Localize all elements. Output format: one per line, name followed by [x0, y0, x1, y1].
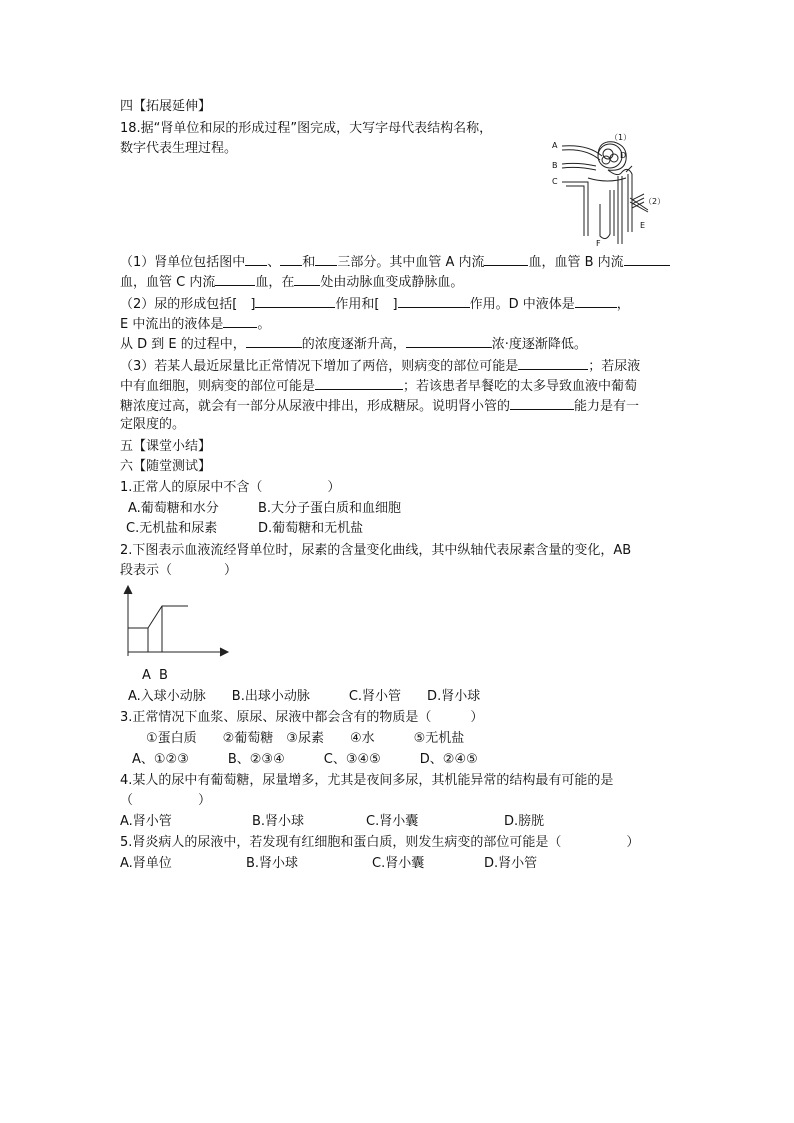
t1-option-b[interactable]: B.大分子蛋白质和血细胞: [258, 501, 402, 516]
text: ；若尿液: [588, 359, 641, 374]
text: 中有血细胞，则病变的部位可能是: [120, 379, 316, 394]
text: （3）若某人最近尿量比正常情况下增加了两倍，则病变的部位可能是: [120, 359, 519, 374]
blank[interactable]: [280, 252, 302, 266]
q18-part1-line2: [120, 272, 463, 292]
t2-ab-labels: A B: [142, 668, 170, 683]
t1-option-c[interactable]: C.无机盐和尿素: [126, 521, 218, 536]
t1-options-row2: [126, 520, 363, 538]
text: 血，在: [255, 275, 295, 290]
q18-part2-line2: [120, 314, 270, 334]
t3-options[interactable]: A、①②③ B、②③④ C、③④⑤ D、②④⑤: [132, 752, 478, 767]
diagram-label-d: D: [620, 151, 627, 160]
text: ；若该患者早餐吃的太多导致血液中葡萄: [403, 379, 638, 394]
text: 作用。D 中液体是: [469, 297, 575, 312]
q18-part3-line4: 定限度的。: [120, 417, 186, 432]
text: 三部分。其中血管 A 内流: [337, 255, 485, 270]
blank[interactable]: [245, 252, 267, 266]
blank[interactable]: [518, 356, 588, 370]
q18-stem-line1: 18.据“肾单位和尿的形成过程”图完成，大写字母代表结构名称，: [120, 121, 493, 136]
diagram-label-e: E: [640, 221, 646, 230]
diagram-label-a: A: [552, 141, 558, 150]
blank[interactable]: [294, 272, 320, 286]
t5-stem: 5.肾炎病人的尿液中，若发现有红细胞和蛋白质，则发生病变的部位可能是（ ）: [120, 835, 640, 850]
text: 血，血管 B 内流: [528, 255, 624, 270]
t4-option-c[interactable]: C.肾小囊: [366, 814, 419, 829]
t2-stem-line2: 段表示（ ）: [120, 563, 238, 578]
q18-part3-line2: [120, 376, 637, 396]
section-6-title: 六【随堂测试】: [120, 459, 212, 474]
t4-option-a[interactable]: A.肾小管: [120, 814, 172, 829]
q18-part1-line1: [120, 252, 670, 272]
blank[interactable]: [624, 252, 670, 266]
text: 、: [267, 255, 281, 270]
text: 的浓度逐渐升高，: [301, 337, 406, 352]
t5-options: [120, 855, 537, 873]
t2-stem-line1: 2.下图表示血液流经肾单位时，尿素的含量变化曲线，其中纵轴代表尿素含量的变化，AB: [120, 543, 632, 558]
q18-part3-line3: [120, 396, 639, 416]
blank[interactable]: [246, 334, 302, 348]
t3-items: ①蛋白质 ②葡萄糖 ③尿素 ④水 ⑤无机盐: [146, 731, 465, 746]
diagram-label-c: C: [552, 177, 558, 186]
q18-part3-line1: [120, 356, 640, 376]
t5-option-a[interactable]: A.肾单位: [120, 856, 172, 871]
blank[interactable]: [255, 294, 335, 308]
t1-option-d[interactable]: D.葡萄糖和无机盐: [258, 521, 364, 536]
text: 作用和[ ]: [335, 297, 398, 312]
t4-option-d[interactable]: D.膀胱: [504, 814, 545, 829]
blank[interactable]: [406, 334, 492, 348]
text: 能力是有一: [574, 399, 640, 414]
text: 浓·度逐渐降低。: [491, 337, 587, 352]
text: 糖浓度过高，就会有一部分从尿液中排出，形成糖尿。说明肾小管的: [120, 399, 511, 414]
text: （2）尿的形成包括[ ]: [120, 297, 256, 312]
t4-paren: （ ）: [120, 793, 212, 808]
t4-options: [120, 813, 544, 831]
text: 。: [257, 317, 271, 332]
nephron-diagram: [548, 126, 678, 250]
blank[interactable]: [315, 376, 403, 390]
t3-stem: 3.正常情况下血浆、原尿、尿液中都会含有的物质是（ ）: [120, 710, 484, 725]
blank[interactable]: [575, 294, 617, 308]
blank[interactable]: [315, 252, 337, 266]
t4-option-b[interactable]: B.肾小球: [252, 814, 305, 829]
t1-options-row1: [128, 500, 401, 518]
text: 处由动脉血变成静脉血。: [320, 275, 464, 290]
text: 和: [302, 255, 316, 270]
text: E 中流出的液体是: [120, 317, 224, 332]
q18-part2-line1: [120, 294, 630, 314]
blank[interactable]: [484, 252, 528, 266]
blank[interactable]: [215, 272, 255, 286]
t1-option-a[interactable]: A.葡萄糖和水分: [128, 501, 219, 516]
diagram-label-b: B: [552, 161, 558, 170]
q18-part2-line3: [120, 334, 587, 354]
section-5-title: 五【课堂小结】: [120, 439, 212, 454]
t5-option-b[interactable]: B.肾小球: [246, 856, 299, 871]
text: ，: [616, 297, 630, 312]
urea-curve-graph: [122, 582, 232, 660]
section-4-title: 四【拓展延伸】: [120, 99, 212, 114]
blank[interactable]: [398, 294, 470, 308]
text: （1）肾单位包括图中: [120, 255, 246, 270]
text: 从 D 到 E 的过程中，: [120, 337, 246, 352]
blank[interactable]: [223, 314, 257, 328]
diagram-label-f: F: [596, 239, 601, 248]
t5-option-c[interactable]: C.肾小囊: [372, 856, 425, 871]
t1-stem: 1.正常人的原尿中不含（ ）: [120, 480, 341, 495]
diagram-label-1: （1）: [610, 133, 632, 142]
t4-stem: 4.某人的尿中有葡萄糖，尿量增多，尤其是夜间多尿，其机能异常的结构最有可能的是: [120, 773, 614, 788]
text: 血，血管 C 内流: [120, 275, 216, 290]
t2-options[interactable]: A.入球小动脉 B.出球小动脉 C.肾小管 D.肾小球: [128, 689, 481, 704]
t5-option-d[interactable]: D.肾小管: [484, 856, 538, 871]
diagram-label-2: （2）: [644, 197, 666, 206]
blank[interactable]: [510, 396, 574, 410]
q18-stem-line2: 数字代表生理过程。: [120, 141, 238, 156]
